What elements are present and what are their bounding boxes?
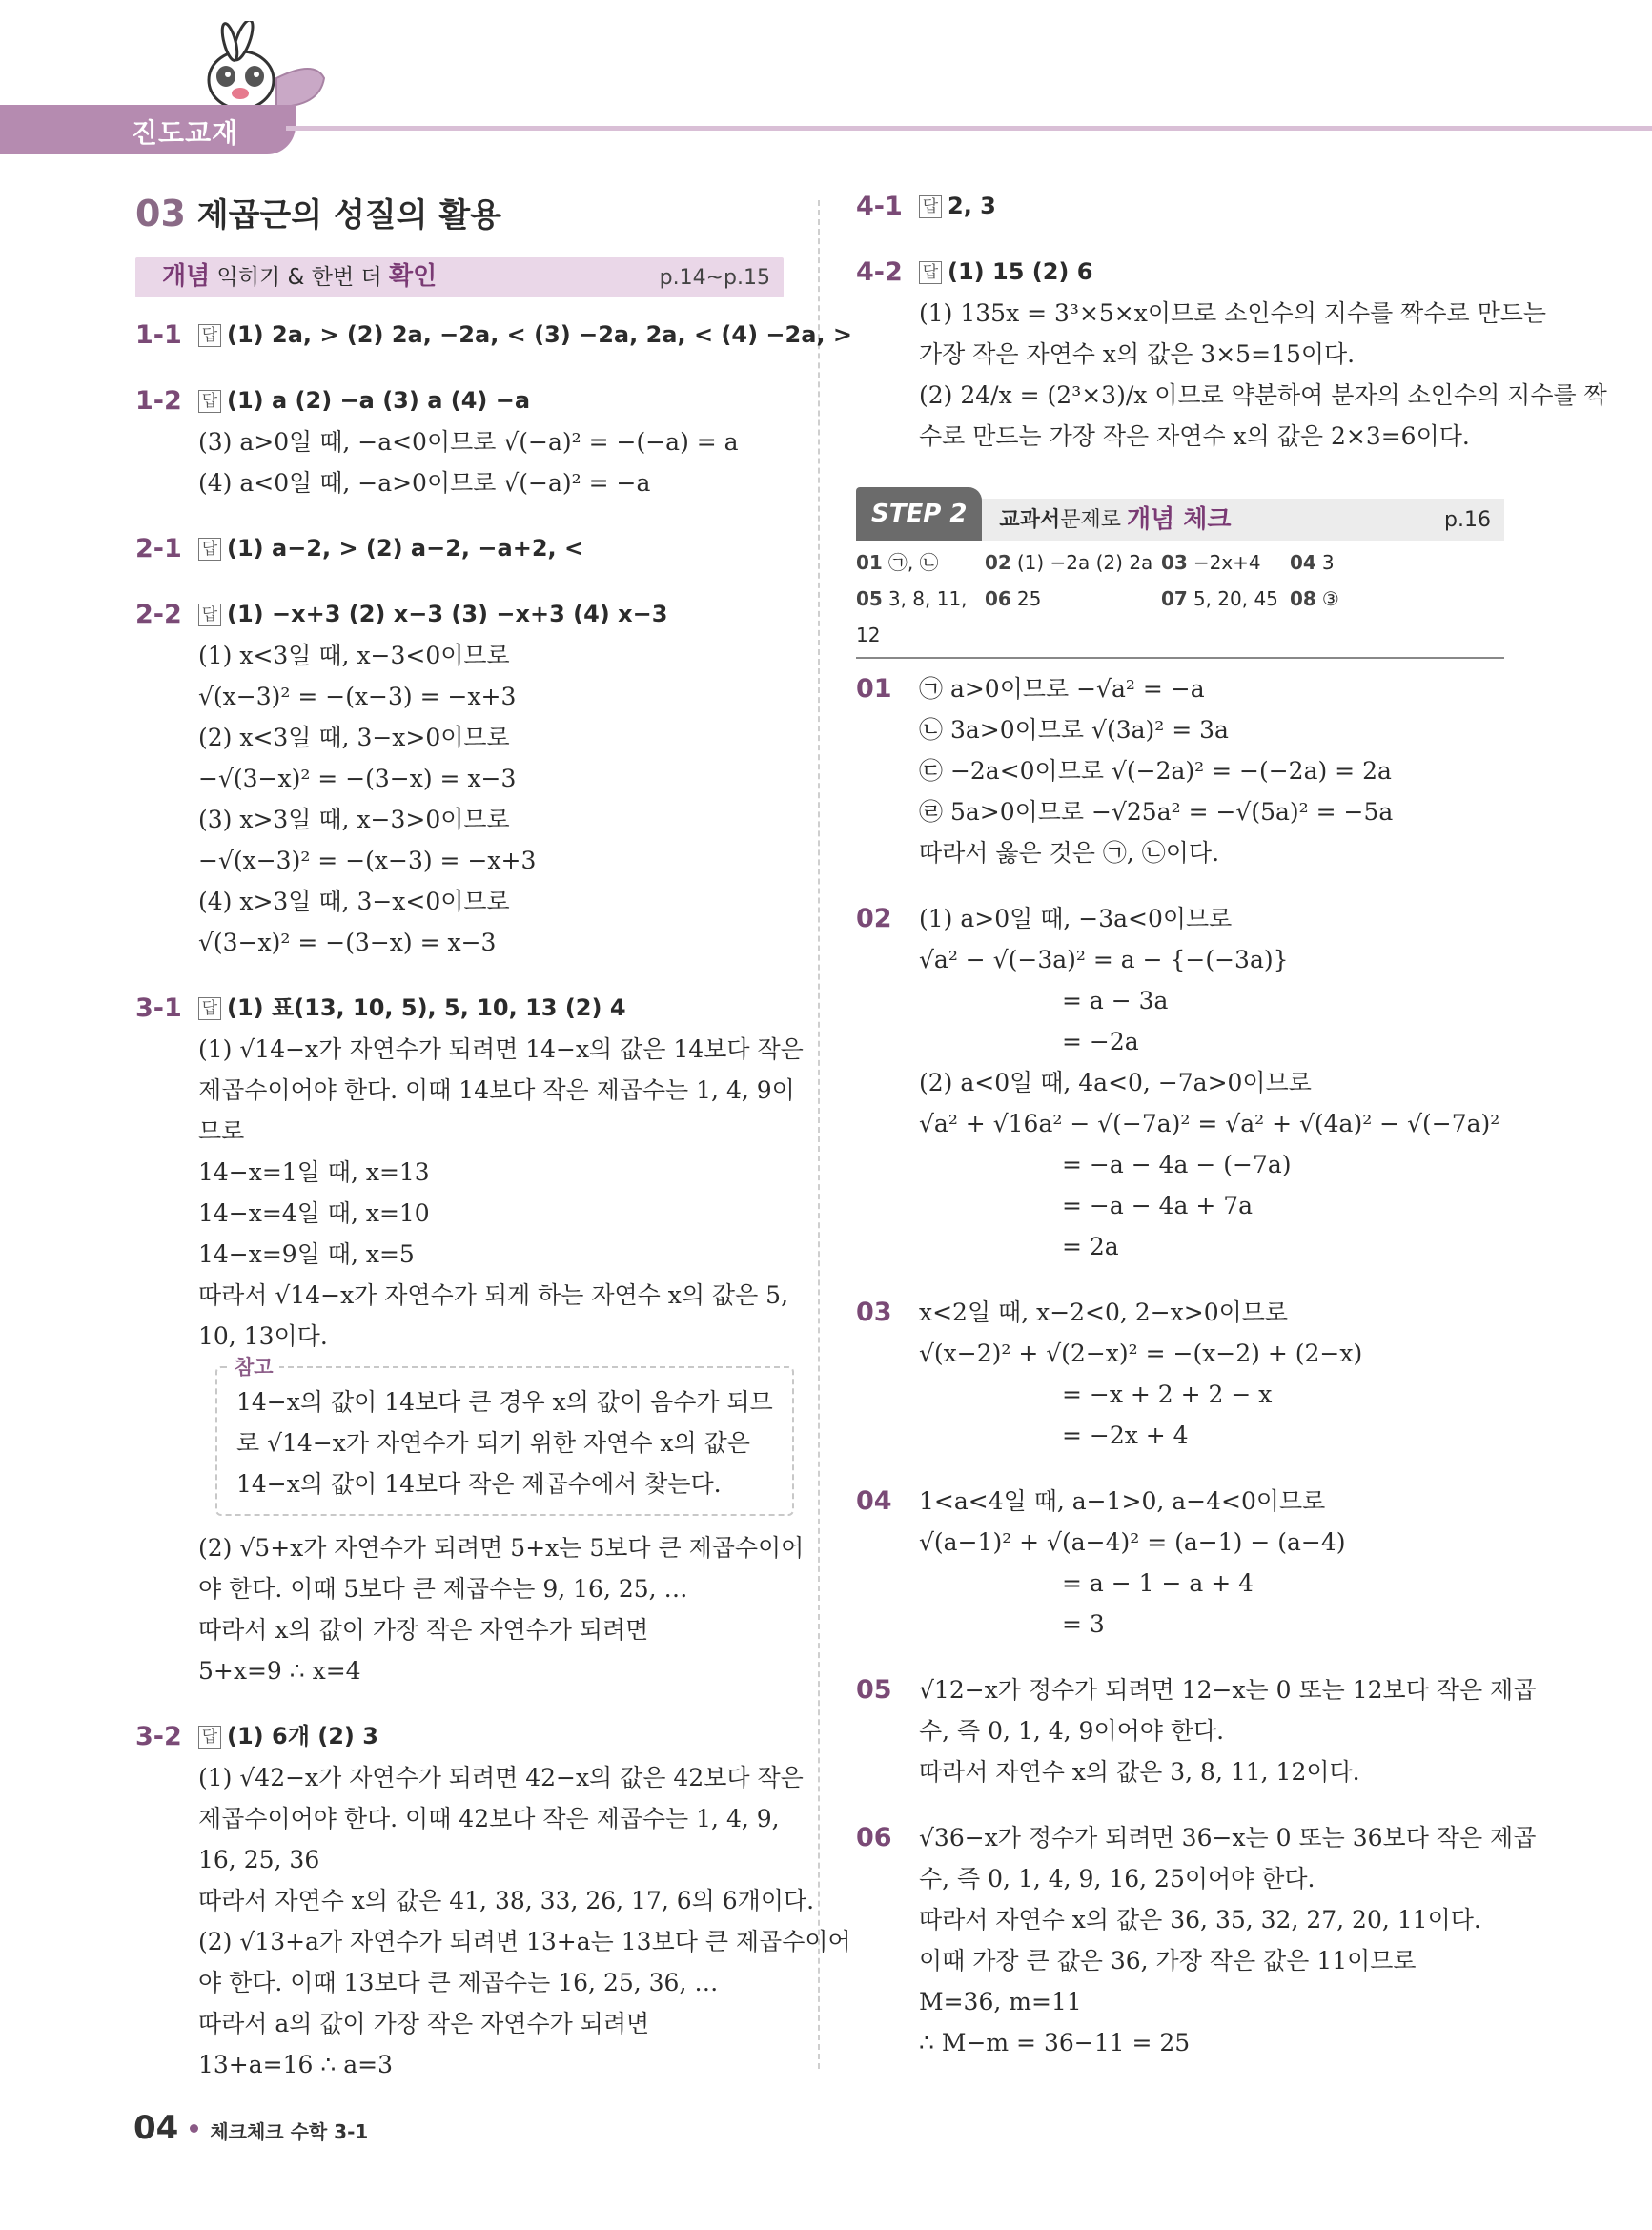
band-prefix: 개념 xyxy=(162,262,211,291)
solution-line: √36−x가 정수가 되려면 36−x는 0 또는 36보다 작은 제곱 xyxy=(919,1824,1537,1852)
answer-text: (1) −x+3 (2) x−3 (3) −x+3 (4) x−3 xyxy=(227,601,668,627)
problem-body xyxy=(919,186,1504,227)
problem-block xyxy=(856,1481,1504,1645)
solution-line: 따라서 자연수 x의 값은 36, 35, 32, 27, 20, 11이다. xyxy=(919,1906,1481,1933)
solution-line: = −a − 4a + 7a xyxy=(1062,1192,1254,1219)
solution-line: 수, 즉 0, 1, 4, 9, 16, 25이어야 한다. xyxy=(919,1865,1315,1892)
band-page-ref: p.14~p.15 xyxy=(659,265,770,290)
problem-number: 02 xyxy=(856,904,892,933)
solution-line: (4) a<0일 때, −a>0이므로 √(−a)² = −a xyxy=(198,469,651,497)
problem-number: 01 xyxy=(856,674,892,704)
quick-answer-value: ③ xyxy=(1321,587,1339,610)
solution-line: 제곱수이어야 한다. 이때 42보다 작은 제곱수는 1, 4, 9, xyxy=(198,1805,780,1832)
solution-line: 10, 13이다. xyxy=(198,1322,328,1350)
problem-block xyxy=(135,528,784,569)
solution-line: −√(x−3)² = −(x−3) = −x+3 xyxy=(198,847,537,874)
problem-block xyxy=(135,315,853,356)
problem-number: 3-1 xyxy=(135,993,182,1023)
answer-text: 2, 3 xyxy=(948,193,996,219)
solution-line: √(x−2)² + √(2−x)² = −(x−2) + (2−x) xyxy=(919,1340,1363,1367)
problem-block xyxy=(135,988,805,1691)
answer-line xyxy=(919,252,1607,293)
quick-answer-value: 25 xyxy=(1016,587,1042,610)
answer-text: (1) 2a, > (2) 2a, −2a, < (3) −2a, 2a, < (4) −2a, > xyxy=(227,321,853,348)
problem-number: 4-2 xyxy=(856,257,903,287)
answer-tag-icon: 답 xyxy=(919,261,942,284)
answer-text: (1) 15 (2) 6 xyxy=(948,258,1093,285)
problem-number: 06 xyxy=(856,1823,892,1852)
problem-body xyxy=(198,528,784,569)
solution-line: (2) x<3일 때, 3−x>0이므로 xyxy=(198,724,510,751)
solution-line: = −x + 2 + 2 − x xyxy=(1062,1381,1273,1408)
quick-answer-number: 05 xyxy=(856,587,883,610)
section-title xyxy=(135,194,784,236)
problem-body xyxy=(919,1292,1504,1456)
solution-line: = −2x + 4 xyxy=(1062,1422,1189,1449)
note-line: 14−x의 값이 14보다 큰 경우 x의 값이 음수가 되므 xyxy=(236,1388,773,1416)
step-badge: STEP 2 xyxy=(856,487,982,541)
quick-answer-value: 5, 20, 45 xyxy=(1193,587,1278,610)
quick-answer-item xyxy=(1290,581,1404,653)
answer-line xyxy=(198,1716,851,1757)
solution-line: −√(3−x)² = −(3−x) = x−3 xyxy=(198,765,517,792)
solution-line: ㉣ 5a>0이므로 −√25a² = −√(5a)² = −5a xyxy=(919,798,1394,826)
solution-line: 가장 작은 자연수 x의 값은 3×5=15이다. xyxy=(919,340,1356,368)
answer-text: (1) 표(13, 10, 5), 5, 10, 13 (2) 4 xyxy=(227,994,626,1021)
solution-line: ㉡ 3a>0이므로 √(3a)² = 3a xyxy=(919,716,1229,744)
solution-line: 므로 xyxy=(198,1117,245,1145)
solution-line: 따라서 자연수 x의 값은 3, 8, 11, 12이다. xyxy=(919,1758,1360,1786)
answer-tag-icon: 답 xyxy=(198,538,221,561)
solution-line: √(x−3)² = −(x−3) = −x+3 xyxy=(198,683,517,710)
footer-dot-icon xyxy=(190,2124,198,2133)
page-number: 04 xyxy=(133,2109,179,2147)
solution-line: 16, 25, 36 xyxy=(198,1846,320,1873)
problem-block xyxy=(856,1292,1504,1456)
problem-block xyxy=(856,1669,1537,1792)
answer-text: (1) a (2) −a (3) a (4) −a xyxy=(227,387,531,414)
problem-body xyxy=(198,988,804,1691)
step-mid: 문제로 xyxy=(1060,507,1121,532)
solution-line: (1) 135x = 3³×5×x이므로 소인수의 지수를 짝수로 만드는 xyxy=(919,299,1547,327)
answer-tag-icon: 답 xyxy=(198,604,221,626)
problem-number: 2-1 xyxy=(135,534,182,563)
answer-line xyxy=(198,528,784,569)
solution-line: (2) 24/x = (2³×3)/x 이므로 약분하여 분자의 소인수의 지수를 짝 xyxy=(919,381,1607,409)
answer-text: (1) a−2, > (2) a−2, −a+2, < xyxy=(227,535,584,562)
solution-line: 따라서 √14−x가 자연수가 되게 하는 자연수 x의 값은 5, xyxy=(198,1281,789,1309)
solution-line: (1) a>0일 때, −3a<0이므로 xyxy=(919,905,1233,932)
answer-line xyxy=(198,315,852,356)
answer-line xyxy=(919,186,1504,227)
quick-answer-value: (1) −2a (2) 2a xyxy=(1016,551,1153,574)
solution-line: (1) √42−x가 자연수가 되려면 42−x의 값은 42보다 작은 xyxy=(198,1764,804,1791)
answer-tag-icon: 답 xyxy=(198,1726,221,1749)
solution-line: (4) x>3일 때, 3−x<0이므로 xyxy=(198,888,510,915)
solution-line: (2) a<0일 때, 4a<0, −7a>0이므로 xyxy=(919,1069,1312,1096)
right-solutions xyxy=(856,668,1537,2063)
problem-number: 03 xyxy=(856,1298,892,1327)
solution-line: (1) √14−x가 자연수가 되려면 14−x의 값은 14보다 작은 xyxy=(198,1035,804,1063)
solution-line: √a² + √16a² − √(−7a)² = √a² + √(4a)² − √(−7a)² xyxy=(919,1110,1500,1137)
solution-line: (2) √5+x가 자연수가 되려면 5+x는 5보다 큰 제곱수이어 xyxy=(198,1534,805,1562)
quick-answer-number: 02 xyxy=(985,551,1011,574)
left-problem-list xyxy=(135,315,853,2085)
quick-answer-item xyxy=(1161,544,1290,581)
problem-body xyxy=(919,668,1504,873)
solution-line: √(3−x)² = −(3−x) = x−3 xyxy=(198,929,497,956)
band-mid: 익히기 & 한번 더 xyxy=(210,265,390,290)
solution-line: ㉠ a>0이므로 −√a² = −a xyxy=(919,675,1205,703)
quick-answer-value: ㉠, ㉡ xyxy=(887,551,939,574)
quick-answer-number: 08 xyxy=(1290,587,1316,610)
solution-line: √(a−1)² + √(a−4)² = (a−1) − (a−4) xyxy=(919,1528,1346,1556)
solution-line: = −2a xyxy=(1062,1028,1139,1055)
problem-number: 1-2 xyxy=(135,386,182,416)
solution-line: (3) a>0일 때, −a<0이므로 √(−a)² = −(−a) = a xyxy=(198,428,739,456)
solution-line: (1) x<3일 때, x−3<0이므로 xyxy=(198,642,510,669)
quick-answer-number: 03 xyxy=(1161,551,1188,574)
solution-line: 14−x=9일 때, x=5 xyxy=(198,1240,415,1268)
header-rule xyxy=(286,126,1652,131)
solution-line: 14−x=4일 때, x=10 xyxy=(198,1199,430,1227)
solution-line: 1<a<4일 때, a−1>0, a−4<0이므로 xyxy=(919,1487,1326,1515)
note-title: 참고 xyxy=(229,1353,279,1381)
solution-line: 따라서 옳은 것은 ㉠, ㉡이다. xyxy=(919,839,1220,867)
solution-line: (3) x>3일 때, x−3>0이므로 xyxy=(198,806,510,833)
problem-number: 2-2 xyxy=(135,600,182,629)
answer-text: (1) 6개 (2) 3 xyxy=(227,1723,378,1749)
book-title: 체크체크 수학 3-1 xyxy=(210,2120,369,2143)
solution-line: = 2a xyxy=(1062,1233,1119,1260)
problem-block xyxy=(135,594,784,963)
solution-line: 수, 즉 0, 1, 4, 9이어야 한다. xyxy=(919,1717,1225,1745)
band-emph: 확인 xyxy=(389,262,438,291)
problem-body xyxy=(919,1481,1504,1645)
solution-line: ∴ M−m = 36−11 = 25 xyxy=(919,2029,1191,2056)
quick-answer-value: 3, 8, 11, 12 xyxy=(856,587,968,646)
quick-answer-number: 04 xyxy=(1290,551,1316,574)
quick-answer-item xyxy=(985,581,1161,653)
solution-line: x<2일 때, x−2<0, 2−x>0이므로 xyxy=(919,1299,1289,1326)
problem-block xyxy=(856,186,1504,227)
solution-line: 따라서 자연수 x의 값은 41, 38, 33, 26, 17, 6의 6개이다. xyxy=(198,1887,815,1914)
solution-line: = a − 3a xyxy=(1062,987,1169,1014)
solution-line: √12−x가 정수가 되려면 12−x는 0 또는 12보다 작은 제곱 xyxy=(919,1676,1537,1704)
answer-tag-icon: 답 xyxy=(198,997,221,1020)
problem-body xyxy=(919,898,1504,1267)
solution-line: 14−x=1일 때, x=13 xyxy=(198,1158,430,1186)
step-page-ref: p.16 xyxy=(1444,507,1491,532)
left-column xyxy=(135,186,853,2085)
concept-band xyxy=(135,257,784,297)
step-prefix: 교과서 xyxy=(999,507,1061,532)
quick-answer-grid xyxy=(856,541,1504,659)
quick-answer-item xyxy=(985,544,1161,581)
note-box xyxy=(215,1356,794,1516)
solution-line: M=36, m=11 xyxy=(919,1988,1082,2015)
answer-tag-icon: 답 xyxy=(919,195,942,218)
solution-line: 야 한다. 이때 5보다 큰 제곱수는 9, 16, 25, … xyxy=(198,1575,688,1603)
solution-line: 따라서 a의 값이 가장 작은 자연수가 되려면 xyxy=(198,2010,650,2037)
problem-body xyxy=(919,252,1607,457)
quick-answer-number: 01 xyxy=(856,551,883,574)
problem-number: 1-1 xyxy=(135,320,182,350)
solution-line: 야 한다. 이때 13보다 큰 제곱수는 16, 25, 36, … xyxy=(198,1969,719,1996)
footer xyxy=(133,2109,368,2147)
answer-tag-icon: 답 xyxy=(198,324,221,347)
solution-line: = −a − 4a − (−7a) xyxy=(1062,1151,1292,1178)
solution-line: 따라서 x의 값이 가장 작은 자연수가 되려면 xyxy=(198,1616,649,1644)
answer-line xyxy=(198,988,804,1029)
quick-answer-value: 3 xyxy=(1321,551,1335,574)
problem-block xyxy=(856,898,1504,1267)
right-top-problems xyxy=(856,186,1607,457)
quick-answer-item xyxy=(856,581,985,653)
solution-line: 이때 가장 큰 값은 36, 가장 작은 값은 11이므로 xyxy=(919,1947,1417,1974)
problem-block xyxy=(856,1817,1537,2063)
solution-line: = a − 1 − a + 4 xyxy=(1062,1569,1254,1597)
quick-answer-value: −2x+4 xyxy=(1193,551,1261,574)
problem-block xyxy=(856,252,1607,457)
quick-answer-number: 07 xyxy=(1161,587,1188,610)
quick-answer-number: 06 xyxy=(985,587,1011,610)
problem-block xyxy=(135,1716,851,2085)
section-number: 03 xyxy=(135,193,186,235)
problem-body xyxy=(198,315,852,356)
problem-body xyxy=(919,1669,1536,1792)
problem-block xyxy=(135,380,784,503)
problem-body xyxy=(198,380,784,503)
quick-answer-item xyxy=(1290,544,1404,581)
note-line: 14−x의 값이 14보다 작은 제곱수에서 찾는다. xyxy=(236,1470,722,1498)
problem-number: 3-2 xyxy=(135,1722,182,1751)
solution-line: 5+x=9 ∴ x=4 xyxy=(198,1657,361,1685)
step-band xyxy=(856,499,1504,541)
solution-line: = 3 xyxy=(1062,1610,1105,1638)
problem-block xyxy=(856,668,1504,873)
step-emph: 개념 체크 xyxy=(1126,504,1232,534)
solution-line: 수로 만드는 가장 작은 자연수 x의 값은 2×3=6이다. xyxy=(919,422,1470,450)
problem-body xyxy=(198,1716,851,2085)
problem-body xyxy=(919,1817,1536,2063)
problem-number: 04 xyxy=(856,1486,892,1516)
section-title-text: 제곱근의 성질의 활용 xyxy=(196,196,502,235)
solution-line: 제곱수이어야 한다. 이때 14보다 작은 제곱수는 1, 4, 9이 xyxy=(198,1076,795,1104)
problem-number: 4-1 xyxy=(856,192,903,221)
solution-line: (2) √13+a가 자연수가 되려면 13+a는 13보다 큰 제곱수이어 xyxy=(198,1928,851,1955)
answer-tag-icon: 답 xyxy=(198,390,221,413)
quick-answer-item xyxy=(856,544,985,581)
right-column xyxy=(856,186,1607,2063)
note-line: 로 √14−x가 자연수가 되기 위한 자연수 x의 값은 xyxy=(236,1429,750,1457)
solution-line: √a² − √(−3a)² = a − {−(−3a)} xyxy=(919,946,1289,973)
problem-number: 05 xyxy=(856,1675,892,1705)
answer-line xyxy=(198,380,784,421)
answer-line xyxy=(198,594,784,635)
quick-answer-item xyxy=(1161,581,1290,653)
header-label: 진도교재 xyxy=(132,117,239,149)
solution-line: ㉢ −2a<0이므로 √(−2a)² = −(−2a) = 2a xyxy=(919,757,1392,785)
solution-line: 13+a=16 ∴ a=3 xyxy=(198,2051,393,2078)
problem-body xyxy=(198,594,784,963)
